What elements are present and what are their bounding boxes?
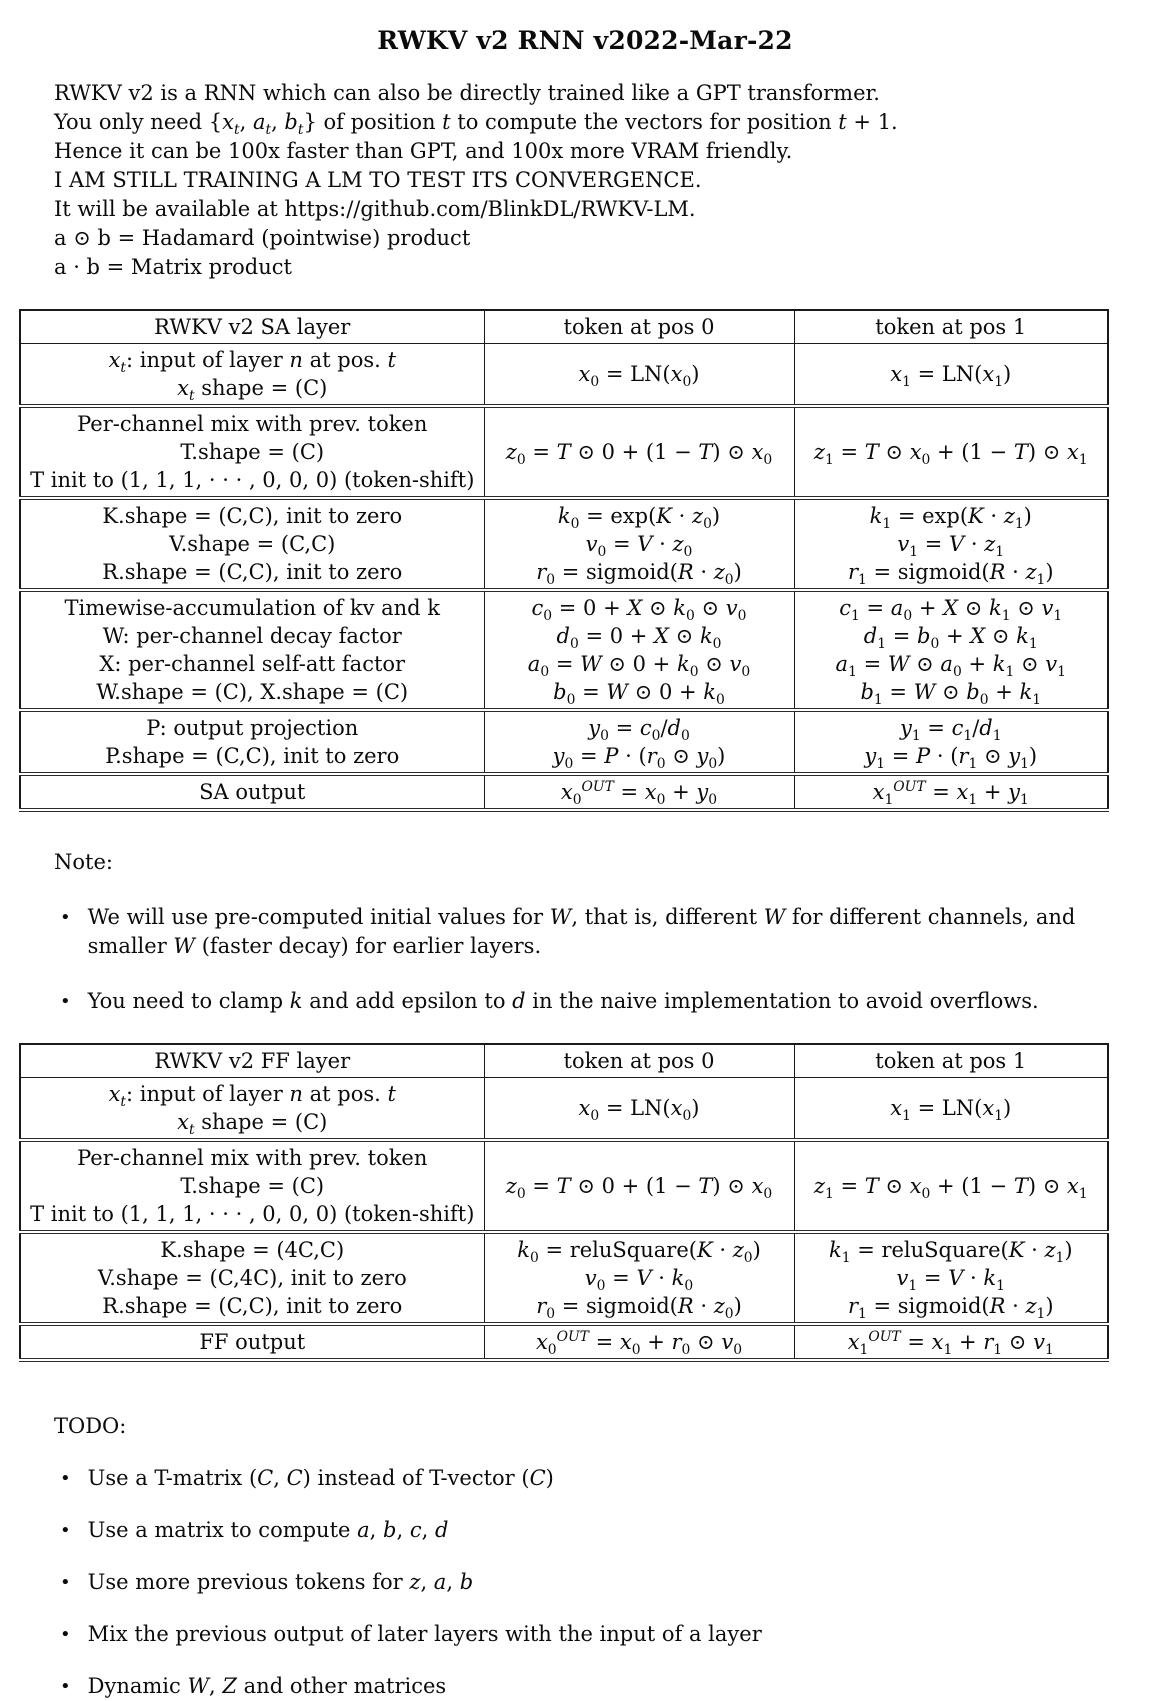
table-row [20, 1324, 1108, 1360]
table-cell-desc: Timewise-accumulation of kv and k W: per-channel decay factor X: per-channel self-att factor W.shape = (C), X.shape = (C) [20, 590, 484, 710]
note-item: • You need to clamp k and add epsilon to d in the naive implementation to avoid overflows. [60, 987, 1170, 1016]
bullet-icon: • [60, 1468, 71, 1489]
table-cell-desc: $x_t$: input of layer n at pos. t $x_t$ shape = (C) [108, 1082, 396, 1139]
table-row [20, 1078, 1108, 1141]
bullet-icon: • [60, 991, 71, 1012]
todo-item: • Dynamic W, Z and other matrices [60, 1672, 1170, 1701]
table-cell-desc: P: output projection P.shape = (C,C), init to zero [20, 710, 484, 774]
table-cell-pos0: $c_0 = 0 + X$ ⊙ $k_0$ ⊙ $v_0$ $d_0 = 0 + X$ ⊙ $k_0$ $a_0 = W$ ⊙ $0 + k_0$ ⊙ $v_0$ $b_0 = W$ ⊙ $0 + k_0$ [484, 590, 794, 710]
table-cell-pos0: $x_0 = LN(x_0)$ [484, 344, 794, 407]
intro-line-link [54, 195, 1170, 224]
table-cell-desc: $x_t$: input of layer n at pos. t $x_t$ shape = (C) [108, 348, 396, 405]
note-item: • We will use pre-computed initial values for W, that is, different W for different channels, and smaller W (faster decay) for earlier layers. [60, 903, 1170, 961]
table-cell-pos0: $y_0 = c_0/d_0$ $y_0 = P \cdot (r_0$ ⊙ $y_0$) [484, 710, 794, 774]
bullet-icon: • [60, 1624, 71, 1645]
bullet-icon: • [60, 1676, 71, 1697]
table-header-cell: RWKV v2 FF layer [20, 1044, 484, 1078]
table-cell-pos1: $c_1 = a_0 + X$ ⊙ $k_1$ ⊙ $v_1$ $d_1 = b_0 + X$ ⊙ $k_1$ $a_1 = W$ ⊙ $a_0 + k_1$ ⊙ $v_1$ $b_1 = W$ ⊙ $b_0 + k_1$ [794, 590, 1108, 710]
intro-line: Hence it can be 100x faster than GPT, and 100x more VRAM friendly. [54, 139, 793, 163]
table-header-row [20, 1044, 1108, 1078]
table-cell-desc: K.shape = (C,C), init to zero V.shape = (C,C) R.shape = (C,C), init to zero [20, 498, 484, 590]
table-cell-desc: Per-channel mix with prev. token T.shape = (C) T init to (1, 1, 1, · · · , 0, 0, 0) (token-shift) [20, 406, 484, 498]
table-cell-pos1: $x_1^{OUT} = x_1 + r_1$ ⊙ $v_1$ [794, 1324, 1108, 1360]
bullet-icon: • [60, 907, 71, 928]
intro-line: I AM STILL TRAINING A LM TO TEST ITS CONVERGENCE. [54, 168, 702, 192]
link-suffix: . [688, 197, 696, 221]
table-cell-pos0: $k_0$ = reluSquare(K · $z_0$) $v_0 = V \cdot k_0$ $r_0$ = sigmoid(R · $z_0$) [484, 1232, 794, 1324]
table-cell-pos1: $x_1 = LN(x_1)$ [794, 344, 1108, 407]
table-cell-pos1: $x_1 = LN(x_1)$ [794, 1078, 1108, 1141]
intro-paragraph [54, 79, 1170, 282]
table-header-cell: token at pos 1 [794, 310, 1108, 344]
github-link[interactable]: https://github.com/BlinkDL/RWKV-LM [284, 197, 689, 221]
table-cell-pos1: $k_1$ = reluSquare(K · $z_1$) $v_1 = V \cdot k_1$ $r_1$ = sigmoid(R · $z_1$) [794, 1232, 1108, 1324]
table-row [20, 710, 1108, 774]
table-cell-pos1: $y_1 = c_1/d_1$ $y_1 = P \cdot (r_1$ ⊙ $y_1$) [794, 710, 1108, 774]
table-row [20, 406, 1108, 498]
table-cell-desc: SA output [20, 774, 484, 810]
todo-list [0, 1464, 1170, 1701]
table-cell-desc: Per-channel mix with prev. token T.shape = (C) T init to (1, 1, 1, · · · , 0, 0, 0) (token-shift) [20, 1140, 484, 1232]
table-row [20, 344, 1108, 407]
intro-legend-line: a ⊙ b = Hadamard (pointwise) product [54, 226, 471, 250]
table-header-row [20, 310, 1108, 344]
todo-item: • Use a T-matrix (C, C) instead of T-vector (C) [60, 1464, 1170, 1493]
table-row [20, 774, 1108, 810]
bullet-icon: • [60, 1572, 71, 1593]
table-cell-pos1: $z_1 = T$ ⊙ $x_0 + (1 - T)$ ⊙ $x_1$ [794, 1140, 1108, 1232]
table-cell-pos0: $x_0 = LN(x_0)$ [484, 1078, 794, 1141]
table-cell-desc: FF output [20, 1324, 484, 1360]
note-list [0, 903, 1170, 1016]
sa-layer-table [19, 309, 1109, 812]
bullet-icon: • [60, 1520, 71, 1541]
todo-item: • Use a matrix to compute a, b, c, d [60, 1516, 1170, 1545]
table-cell-pos1: $z_1 = T$ ⊙ $x_0 + (1 - T)$ ⊙ $x_1$ [794, 406, 1108, 498]
table-cell-desc: K.shape = (4C,C) V.shape = (C,4C), init to zero R.shape = (C,C), init to zero [20, 1232, 484, 1324]
table-cell-pos0: $z_0 = T$ ⊙ 0 + (1 − T) ⊙ $x_0$ [484, 1140, 794, 1232]
todo-item: • Use more previous tokens for z, a, b [60, 1568, 1170, 1597]
table-cell-pos0: $x_0^{OUT} = x_0 + r_0$ ⊙ $v_0$ [484, 1324, 794, 1360]
todo-heading: TODO: [54, 1414, 127, 1438]
table-cell-pos0: $z_0 = T$ ⊙ 0 + (1 − T) ⊙ $x_0$ [484, 406, 794, 498]
page-title: RWKV v2 RNN v2022-Mar-22 [377, 26, 793, 55]
table-cell-pos0: $x_0^{OUT} = x_0 + y_0$ [484, 774, 794, 810]
table-row [20, 498, 1108, 590]
table-cell-pos1: $x_1^{OUT} = x_1 + y_1$ [794, 774, 1108, 810]
intro-line: RWKV v2 is a RNN which can also be directly trained like a GPT transformer. [54, 81, 880, 105]
intro-legend-line: a · b = Matrix product [54, 255, 292, 279]
table-row [20, 590, 1108, 710]
intro-line: You only need {$x_t$, $a_t$, $b_t$} of position t to compute the vectors for position t + 1. [54, 110, 898, 139]
todo-item: • Mix the previous output of later layers with the input of a layer [60, 1620, 1170, 1649]
table-row [20, 1140, 1108, 1232]
link-prefix: It will be available at [54, 197, 285, 221]
table-cell-pos0: $k_0 = \exp(K \cdot z_0)$ $v_0 = V \cdot z_0$ $r_0$ = sigmoid(R · $z_0$) [484, 498, 794, 590]
table-header-cell: token at pos 0 [484, 1044, 794, 1078]
note-heading: Note: [54, 850, 113, 874]
table-header-cell: token at pos 0 [484, 310, 794, 344]
table-header-cell: RWKV v2 SA layer [20, 310, 484, 344]
table-row [20, 1232, 1108, 1324]
table-header-cell: token at pos 1 [794, 1044, 1108, 1078]
ff-layer-table [19, 1043, 1109, 1362]
table-cell-pos1: $k_1 = \exp(K \cdot z_1)$ $v_1 = V \cdot z_1$ $r_1$ = sigmoid(R · $z_1$) [794, 498, 1108, 590]
